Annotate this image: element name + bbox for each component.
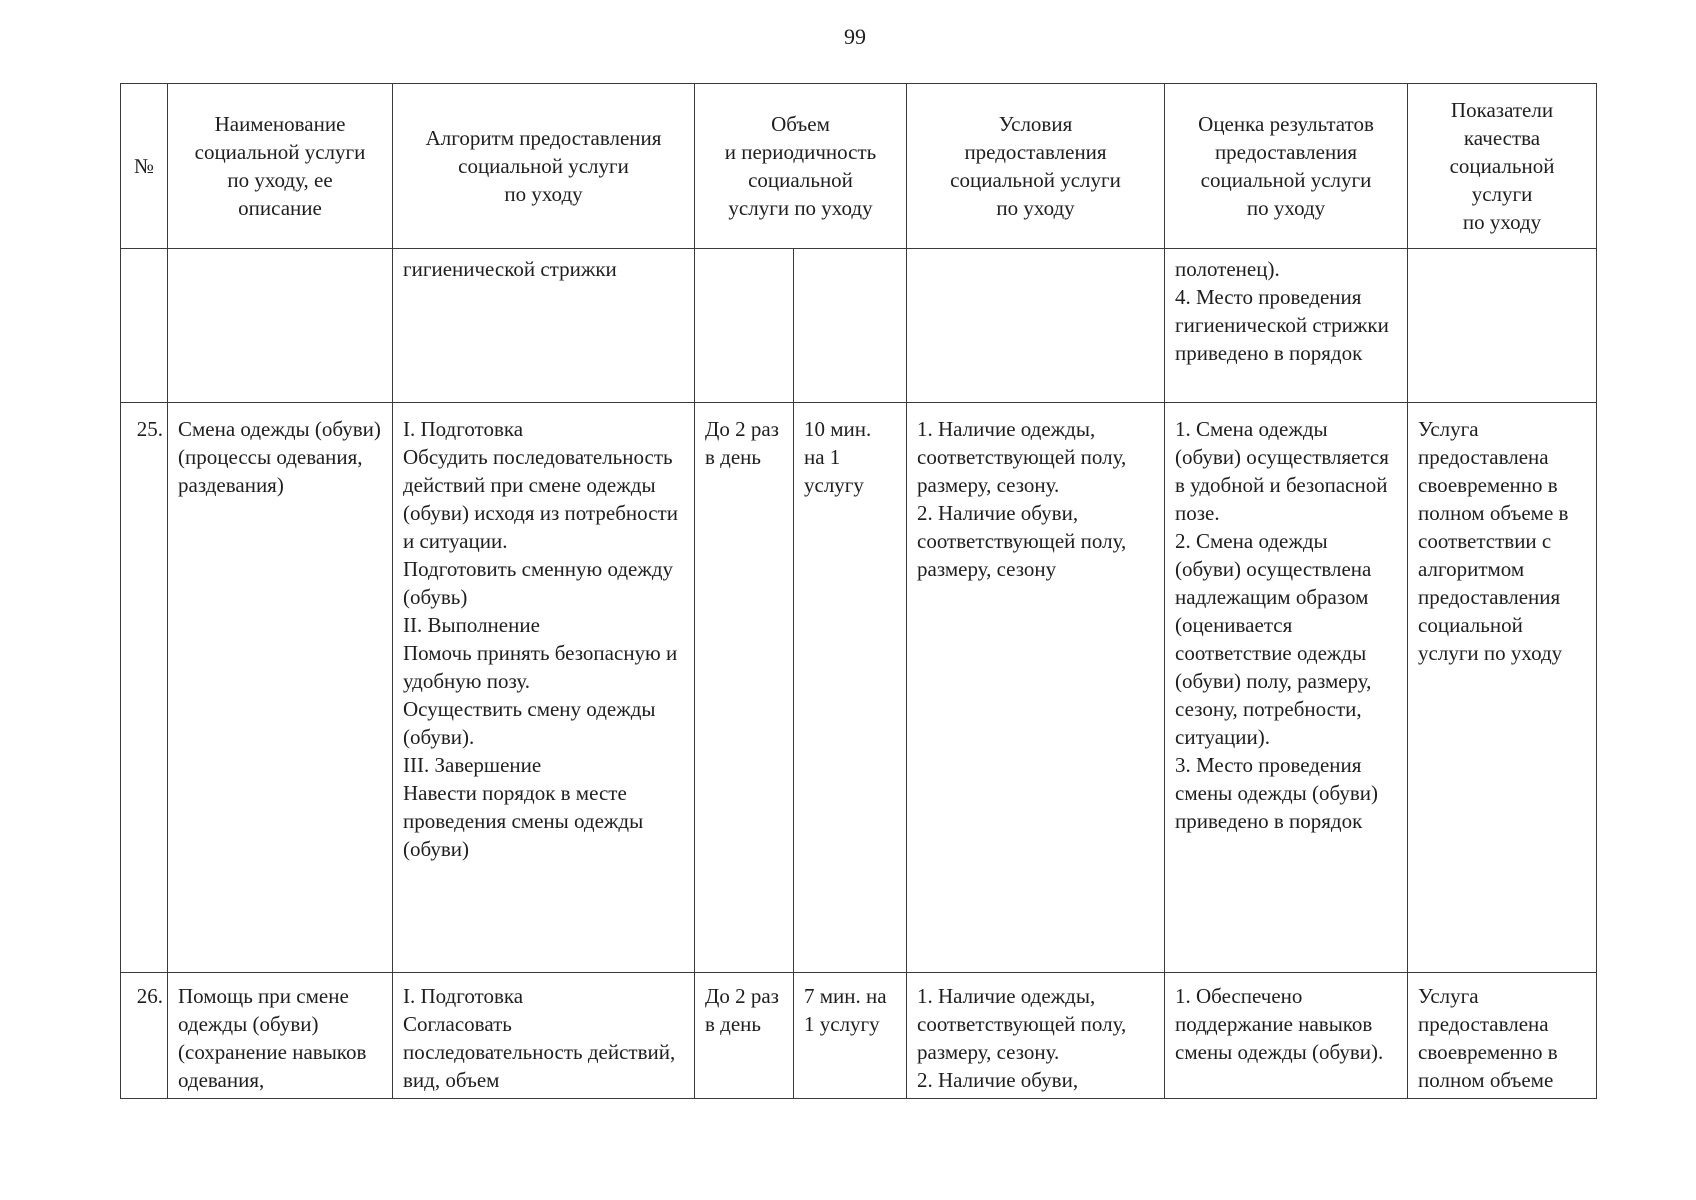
row-duration: 7 мин. на 1 услугу [794,973,907,1099]
row-num: 26. [121,973,168,1099]
row-algorithm: I. Подготовка Согласовать последовательность действий, вид, объем [393,973,695,1099]
row-evaluation: полотенец). 4. Место проведения гигиенической стрижки приведено в порядок [1165,249,1408,403]
table-header-row [121,84,1597,249]
row-duration: 10 мин. на 1 услугу [794,403,907,973]
row-num: 25. [121,403,168,973]
row-service-name: Смена одежды (обуви) (процессы одевания, раздевания) [168,403,393,973]
row-evaluation: 1. Обеспечено поддержание навыков смены одежды (обуви). [1165,973,1408,1099]
header-quality: Показатели качества социальной услуги по уходу [1408,84,1597,249]
row-quality: Услуга предоставлена своевременно в полном объеме [1408,973,1597,1099]
header-evaluation: Оценка результатов предоставления социальной услуги по уходу [1165,84,1408,249]
row-frequency: До 2 раз в день [695,973,794,1099]
row-conditions [907,249,1165,403]
row-evaluation: 1. Смена одежды (обуви) осуществляется в удобной и безопасной позе. 2. Смена одежды (обуви) осуществлена надлежащим образом (оценивается соответствие одежды (обуви) полу, размеру, сезону, потребности, ситуации). 3. Место проведения смены одежды (обуви) приведено в порядок [1165,403,1408,973]
row-frequency: До 2 раз в день [695,403,794,973]
header-conditions: Условия предоставления социальной услуги по уходу [907,84,1165,249]
table-row [121,973,1597,1099]
header-service-name: Наименование социальной услуги по уходу, ее описание [168,84,393,249]
services-table [120,83,1597,1099]
row-service-name: Помощь при смене одежды (обуви) (сохранение навыков одевания, [168,973,393,1099]
table-row [121,403,1597,973]
header-num: № [121,84,168,249]
row-frequency [695,249,794,403]
row-num [121,249,168,403]
page-number: 99 [844,24,866,49]
row-algorithm: гигиенической стрижки [393,249,695,403]
row-service-name [168,249,393,403]
row-quality: Услуга предоставлена своевременно в полном объеме в соответствии с алгоритмом предоставления социальной услуги по уходу [1408,403,1597,973]
table-row [121,249,1597,403]
row-conditions: 1. Наличие одежды, соответствующей полу, размеру, сезону. 2. Наличие обуви, [907,973,1165,1099]
row-algorithm: I. Подготовка Обсудить последовательность действий при смене одежды (обуви) исходя из потребности и ситуации. Подготовить сменную одежду (обувь) II. Выполнение Помочь принять безопасную и удобную позу. Осуществить смену одежды (обуви). III. Завершение Навести порядок в месте проведения смены одежды (обуви) [393,403,695,973]
row-quality [1408,249,1597,403]
header-algorithm: Алгоритм предоставления социальной услуги по уходу [393,84,695,249]
header-volume: Объем и периодичность социальной услуги по уходу [695,84,907,249]
row-conditions: 1. Наличие одежды, соответствующей полу, размеру, сезону. 2. Наличие обуви, соответствующей полу, размеру, сезону [907,403,1165,973]
row-duration [794,249,907,403]
